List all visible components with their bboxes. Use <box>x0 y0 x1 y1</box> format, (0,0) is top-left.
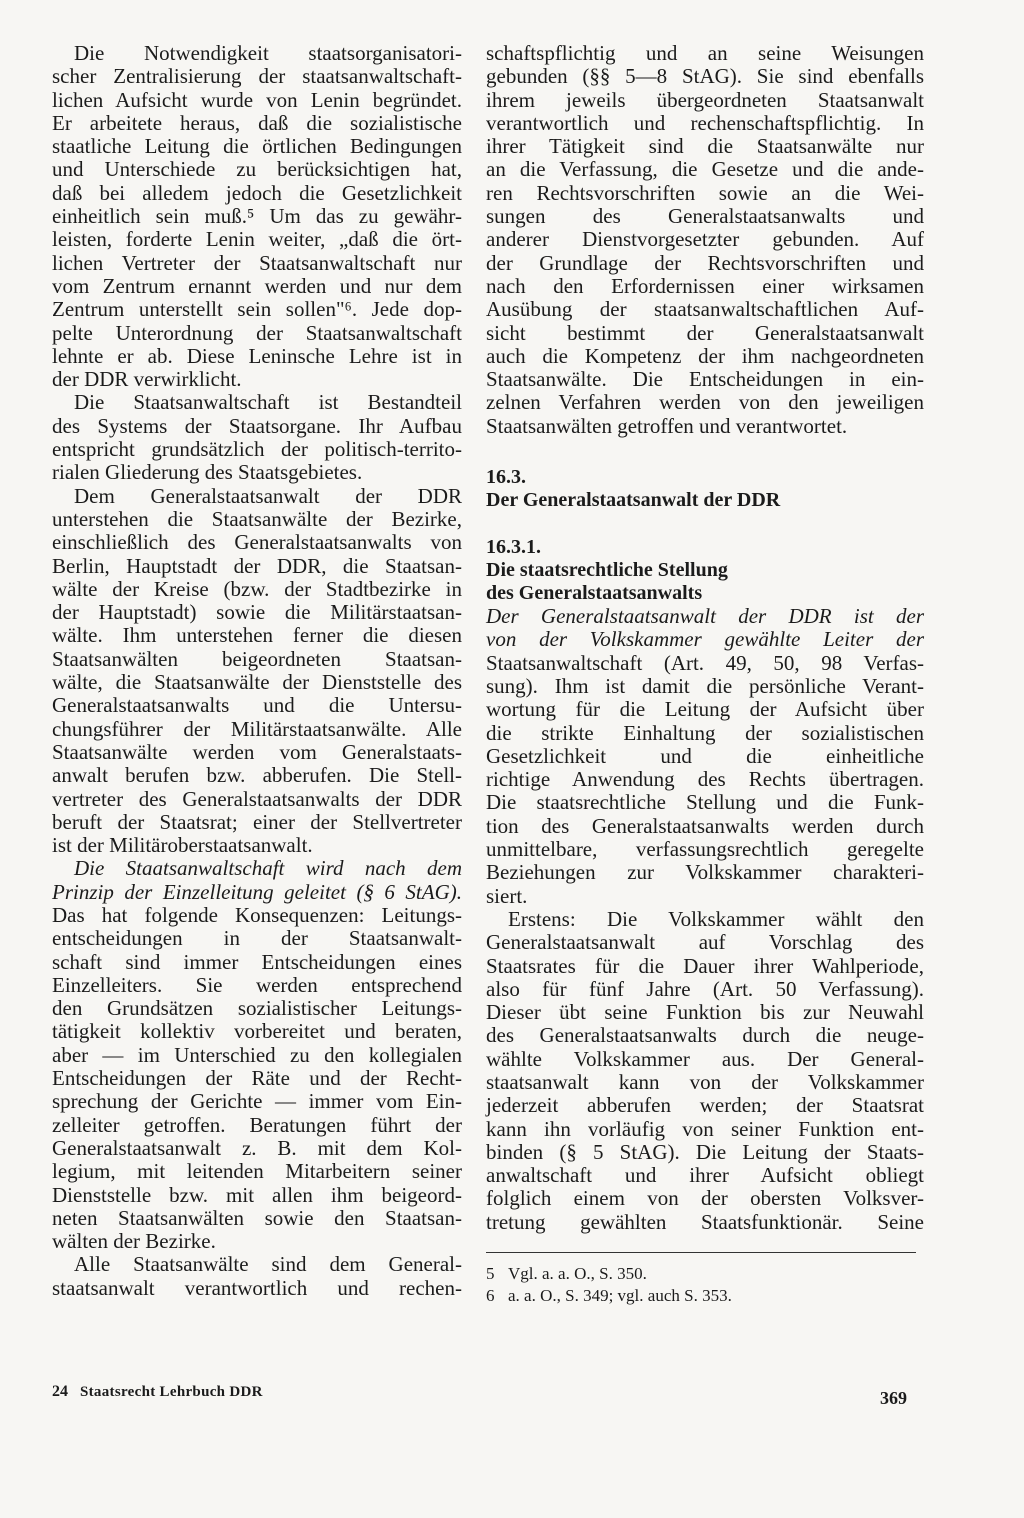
text-line: staatliche Leitung die örtlichen Bedingungen <box>52 134 462 159</box>
text-line: des Generalstaatsanwalts durch die neuge- <box>486 1023 924 1048</box>
right-column <box>486 42 924 1307</box>
footnote <box>486 1263 924 1285</box>
text-line: sprechung der Gerichte — immer vom Ein- <box>52 1089 462 1114</box>
text-line: Generalstaatsanwalts und die Untersu- <box>52 693 462 718</box>
footnote <box>486 1285 924 1307</box>
text-line: zelnen Verfahren werden von den jeweiligen <box>486 390 924 415</box>
text-line: Die Staatsanwaltschaft ist Bestandteil <box>74 390 462 415</box>
text-line: neten Staatsanwälten sowie den Staatsan- <box>52 1205 462 1230</box>
signature-text: Staatsrecht Lehrbuch DDR <box>80 1384 263 1400</box>
text-line: Beziehungen zur Volkskammer charakteri- <box>486 860 924 885</box>
footnote-text: a. a. O., S. 349; vgl. auch S. 353. <box>508 1286 732 1306</box>
right-column-top <box>486 42 924 438</box>
text-line: auch die Kompetenz der ihm nachgeordneten <box>486 343 924 368</box>
text-line: scher Zentralisierung der staatsanwaltschaft- <box>52 64 462 89</box>
page-number: 369 <box>880 1388 907 1408</box>
text-line: Staatsanwälten beigeordneten Staatsan- <box>52 646 462 671</box>
text-line: ihrem jeweils übergeordneten Staatsanwalt <box>486 87 924 112</box>
text-line: schaft sind immer Entscheidungen eines <box>52 949 462 974</box>
footnote-rule <box>486 1252 916 1253</box>
text-line: aber — im Unterschied zu den kollegialen <box>52 1042 462 1067</box>
sheet-number: 24 <box>52 1383 68 1400</box>
text-line: Prinzip der Einzelleitung geleitet (§ 6 StAG). <box>52 879 462 904</box>
text-line: jederzeit abberufen werden; der Staatsrat <box>486 1093 924 1118</box>
text-line: die strikte Einhaltung der sozialistischen <box>486 720 924 745</box>
text-line: Ausübung der staatsanwaltschaftlichen Auf- <box>486 297 924 322</box>
text-line: entspricht grundsätzlich der politisch-territo- <box>52 437 462 462</box>
right-column-body <box>486 605 924 1234</box>
text-line: Staatsanwälten getroffen und verantwortet. <box>486 413 848 438</box>
section-title: Der Generalstaatsanwalt der DDR <box>486 489 781 512</box>
text-line: nach den Erfordernissen einer wirksamen <box>486 273 924 298</box>
text-line: an die Verfassung, die Gesetze und die ande- <box>486 157 924 182</box>
text-line: wälte der Kreise (bzw. der Stadtbezirke in <box>52 576 462 601</box>
text-line: Die staatsrechtliche Stellung und die Funk- <box>486 790 924 815</box>
text-line: anderer Dienstvorgesetzter gebunden. Auf <box>486 227 924 252</box>
footnotes <box>486 1263 924 1307</box>
text-line: Dieser übt seine Funktion bis zur Neuwahl <box>486 1000 924 1025</box>
section-number: 16.3. <box>486 466 526 489</box>
footnote-number: 6 <box>486 1286 495 1306</box>
text-line: zelleiter getroffen. Beratungen führt der <box>52 1112 462 1137</box>
text-line: von der Volkskammer gewählte Leiter der <box>486 627 924 652</box>
text-line: anwalt berufen bzw. abberufen. Die Stell- <box>52 763 462 788</box>
text-line: tätigkeit kollektiv vorbereitet und beraten, <box>52 1019 462 1044</box>
text-line: Entscheidungen der Räte und der Recht- <box>52 1066 462 1091</box>
text-line: der Grundlage der Rechtsvorschriften und <box>486 250 924 275</box>
footer-signature <box>52 1383 263 1401</box>
text-line: Der Generalstaatsanwalt der DDR ist der <box>486 604 924 629</box>
text-line: Staatsrates für die Dauer ihrer Wahlperiode, <box>486 953 924 978</box>
text-line: den Grundsätzen sozialistischer Leitungs- <box>52 996 462 1021</box>
text-line: der DDR verwirklicht. <box>52 367 242 392</box>
text-line: wälte. Ihm unterstehen ferner die diesen <box>52 623 462 648</box>
text-line: sung). Ihm ist damit die persönliche Verant- <box>486 673 924 698</box>
text-line: Erstens: Die Volkskammer wählt den <box>508 906 924 931</box>
text-line: Generalstaatsanwalt z. B. mit dem Kol- <box>52 1135 462 1160</box>
text-line: staatsanwalt kann von der Volkskammer <box>486 1069 924 1094</box>
text-line: vom Zentrum ernannt werden und nur dem <box>52 273 462 298</box>
text-line: unmittelbare, verfassungsrechtlich geregelte <box>486 837 924 862</box>
footnote-number: 5 <box>486 1264 495 1284</box>
text-line: Berlin, Hauptstadt der DDR, die Staatsan- <box>52 553 462 578</box>
text-line: verantwortlich und rechenschaftspflichtig. In <box>486 110 924 135</box>
text-line: vertreter des Generalstaatsanwalts der DDR <box>52 786 462 811</box>
text-line: kann ihn vorläufig von seiner Funktion ent- <box>486 1116 924 1141</box>
text-line: entscheidungen in der Staatsanwalt- <box>52 926 462 951</box>
text-line: lichen Aufsicht wurde von Lenin begründet. <box>52 87 462 112</box>
text-line: wälten der Bezirke. <box>52 1229 216 1254</box>
text-line: wählte Volkskammer aus. Der General- <box>486 1046 924 1071</box>
text-line: staatsanwalt verantwortlich und rechen- <box>52 1275 462 1300</box>
text-line: gebunden (§§ 5—8 StAG). Sie sind ebenfalls <box>486 64 924 89</box>
text-line: tretung gewählten Staatsfunktionär. Seine <box>486 1209 924 1234</box>
text-line: beruft der Staatsrat; einer der Stellvertreter <box>52 809 462 834</box>
text-line: pelte Unterordnung der Staatsanwaltschaft <box>52 320 462 345</box>
text-line: binden (§ 5 StAG). Die Leitung der Staats- <box>486 1139 924 1164</box>
text-line: ist der Militäroberstaatsanwalt. <box>52 833 313 858</box>
text-line: Die Notwendigkeit staatsorganisatori- <box>74 41 462 65</box>
text-line: sungen des Generalstaatsanwalts und <box>486 204 924 229</box>
text-line: Staatsanwälte. Die Entscheidungen in ein- <box>486 367 924 392</box>
subsection-number: 16.3.1. <box>486 536 541 559</box>
text-line: Generalstaatsanwalt auf Vorschlag des <box>486 930 924 955</box>
text-line: sicht bestimmt der Generalstaatsanwalt <box>486 320 924 345</box>
text-line: Staatsanwälte werden vom Generalstaats- <box>52 739 462 764</box>
text-line: und Unterschiede zu berücksichtigen hat, <box>52 157 462 182</box>
text-line: Das hat folgende Konsequenzen: Leitungs- <box>52 902 462 927</box>
left-column <box>52 42 462 1300</box>
text-line: Dienststelle bzw. mit allen ihm beigeord- <box>52 1182 462 1207</box>
footnote-text: Vgl. a. a. O., S. 350. <box>508 1264 647 1284</box>
text-line: der Hauptstadt) sowie die Militärstaatsan- <box>52 600 462 625</box>
text-line: ihrer Tätigkeit sind die Staatsanwälte nur <box>486 134 924 159</box>
text-line: also für fünf Jahre (Art. 50 Verfassung). <box>486 976 924 1001</box>
text-line: einheitlich sein muß.⁵ Um das zu gewähr- <box>52 204 462 229</box>
text-line: folglich einem von der obersten Volksver- <box>486 1186 924 1211</box>
text-line: des Systems der Staatsorgane. Ihr Aufbau <box>52 413 462 438</box>
text-line: lehnte er ab. Diese Leninsche Lehre ist in <box>52 343 462 368</box>
text-line: Alle Staatsanwälte sind dem General- <box>74 1252 462 1277</box>
subsection-title-line1: Die staatsrechtliche Stellung <box>486 559 728 582</box>
text-line: tion des Generalstaatsanwalts werden durch <box>486 813 924 838</box>
text-line: Er arbeitete heraus, daß die sozialistische <box>52 110 462 135</box>
text-line: leisten, forderte Lenin weiter, „daß die ört- <box>52 227 462 252</box>
text-line: Staatsanwaltschaft (Art. 49, 50, 98 Verfas- <box>486 650 924 675</box>
text-line: anwaltschaft und ihrer Aufsicht obliegt <box>486 1163 924 1188</box>
text-line: Die Staatsanwaltschaft wird nach dem <box>74 856 462 881</box>
text-line: rialen Gliederung des Staatsgebietes. <box>52 460 363 485</box>
subsection-title-line2: des Generalstaatsanwalts <box>486 582 703 605</box>
text-line: Gesetzlichkeit und die einheitliche <box>486 743 924 768</box>
text-line: ren Rechtsvorschriften sowie an die Wei- <box>486 180 924 205</box>
text-line: lichen Vertreter der Staatsanwaltschaft nur <box>52 250 462 275</box>
text-line: wortung für die Leitung der Aufsicht über <box>486 697 924 722</box>
text-line: siert. <box>486 883 528 908</box>
text-line: schaftspflichtig und an seine Weisungen <box>486 41 924 65</box>
text-line: chungsführer der Militärstaatsanwälte. Alle <box>52 716 462 741</box>
text-line: Einzelleiters. Sie werden entsprechend <box>52 972 462 997</box>
text-line: Zentrum unterstellt sein sollen"⁶. Jede dop- <box>52 297 462 322</box>
text-line: daß bei alledem jedoch die Gesetzlichkeit <box>52 180 462 205</box>
text-line: richtige Anwendung des Rechts übertragen. <box>486 767 924 792</box>
text-line: einschließlich des Generalstaatsanwalts von <box>52 530 462 555</box>
text-line: Dem Generalstaatsanwalt der DDR <box>74 483 462 508</box>
text-line: legium, mit leitenden Mitarbeitern seiner <box>52 1159 462 1184</box>
text-line: wälte, die Staatsanwälte der Dienststelle des <box>52 670 462 695</box>
text-line: unterstehen die Staatsanwälte der Bezirke, <box>52 506 462 531</box>
